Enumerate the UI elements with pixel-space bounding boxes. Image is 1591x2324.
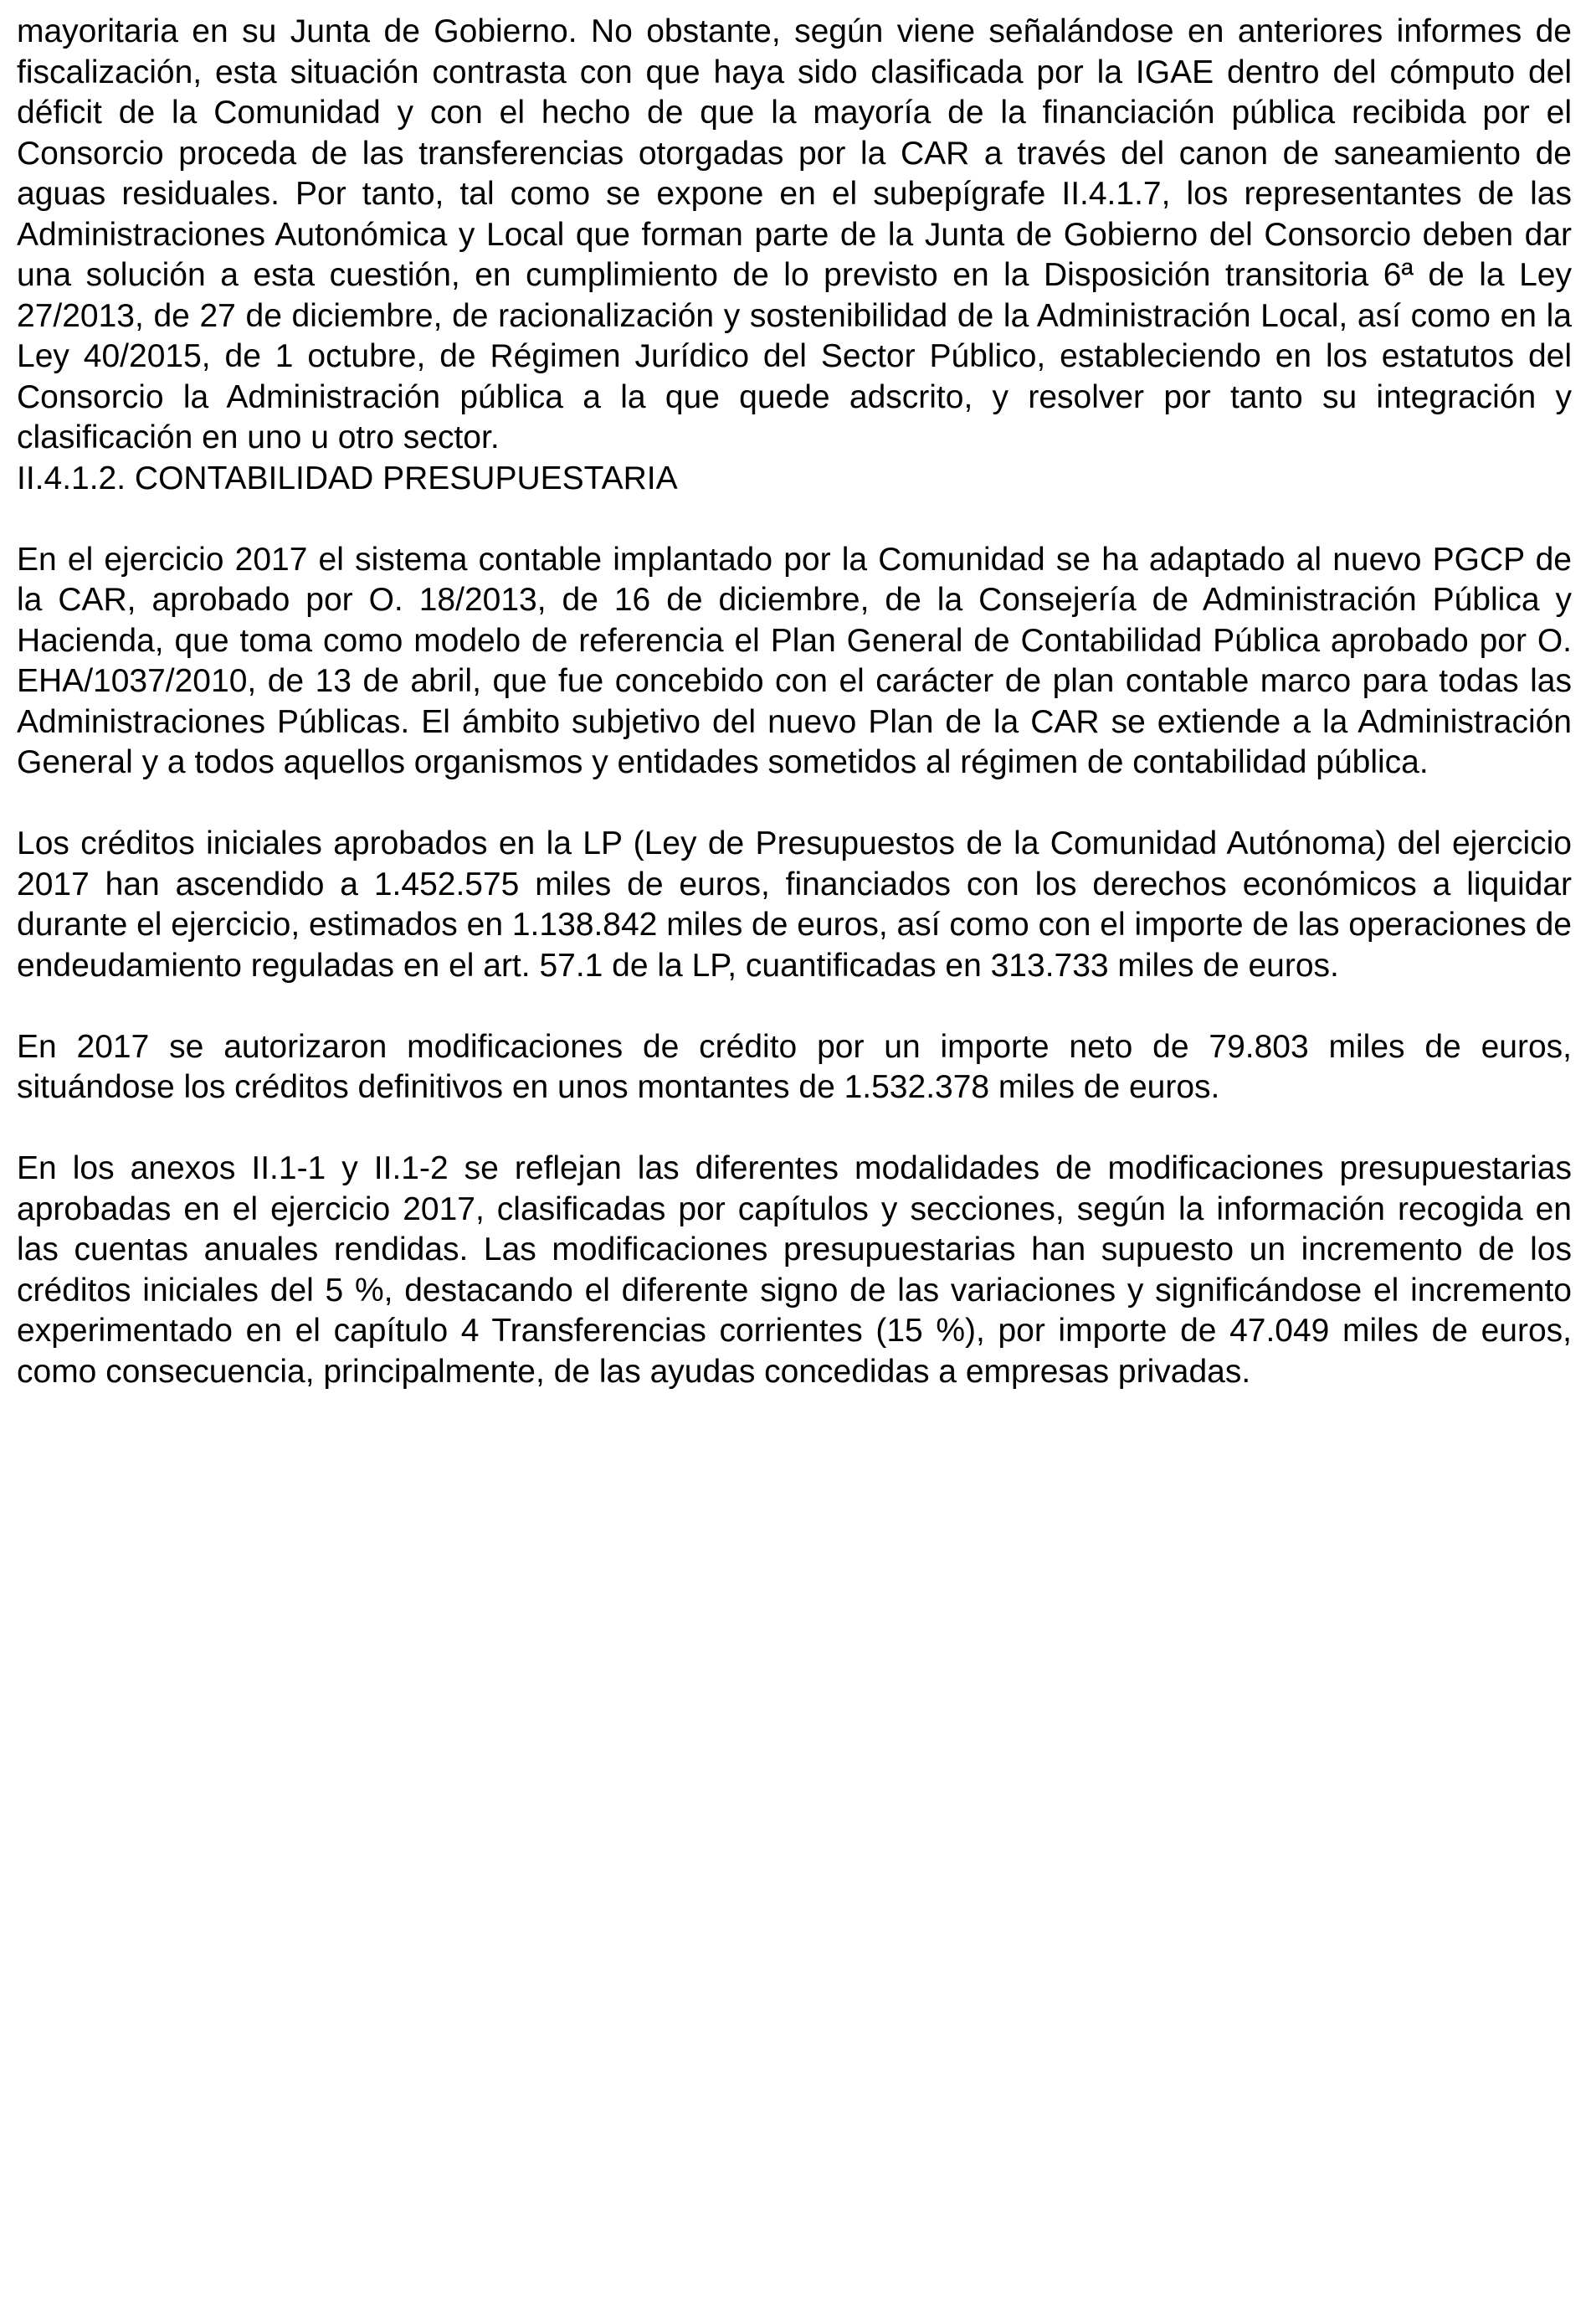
- paragraph-creditos-iniciales: Los créditos iniciales aprobados en la LP (Ley de Presupuestos de la Comunidad Autónoma) del ejercicio 2017 han ascendido a 1.452.575 miles de euros, financiados con los derechos económicos a liquidar durante el ejercicio, estimados en 1.138.842 miles de euros, así como con el importe de las operaciones de endeudamiento reguladas en el art. 57.1 de la LP, cuantificadas en 313.733 miles de euros.: [17, 825, 1572, 984]
- paragraph-consorcio: mayoritaria en su Junta de Gobierno. No obstante, según viene señalándose en anteriores informes de fiscalización, esta situación contrasta con que haya sido clasificada por la IGAE dentro del cómputo del déficit de la Comunidad y con el hecho de que la mayoría de la financiación pública recibida por el Consorcio proceda de las transferencias otorgadas por la CAR a través del canon de saneamiento de aguas residuales. Por tanto, tal como se expone en el subepígrafe II.4.1.7, los representantes de las Administraciones Autonómica y Local que forman parte de la Junta de Gobierno del Consorcio deben dar una solución a esta cuestión, en cumplimiento de lo previsto en la Disposición transitoria 6ª de la Ley 27/2013, de 27 de diciembre, de racionalización y sostenibilidad de la Administración Local, así como en la Ley 40/2015, de 1 octubre, de Régimen Jurídico del Sector Público, estableciendo en los estatutos del Consorcio la Administración pública a la que quede adscrito, y resolver por tanto su integración y clasificación en uno u otro sector.: [17, 13, 1572, 455]
- paragraph-modificaciones-credito: En 2017 se autorizaron modificaciones de crédito por un importe neto de 79.803 miles de euros, situándose los créditos definitivos en unos montantes de 1.532.378 miles de euros.: [17, 1028, 1572, 1105]
- document-page: [17, 12, 1572, 1392]
- paragraph-sistema-contable: En el ejercicio 2017 el sistema contable implantado por la Comunidad se ha adaptado al nuevo PGCP de la CAR, aprobado por O. 18/2013, de 16 de diciembre, de la Consejería de Administración Pública y Hacienda, que toma como modelo de referencia el Plan General de Contabilidad Pública aprobado por O. EHA/1037/2010, de 13 de abril, que fue concebido con el carácter de plan contable marco para todas las Administraciones Públicas. El ámbito subjetivo del nuevo Plan de la CAR se extiende a la Administración General y a todos aquellos organismos y entidades sometidos al régimen de contabilidad pública.: [17, 541, 1572, 780]
- section-heading: II.4.1.2. CONTABILIDAD PRESUPUESTARIA: [17, 460, 678, 496]
- paragraph-anexos: En los anexos II.1-1 y II.1-2 se reflejan las diferentes modalidades de modificaciones presupuestarias aprobadas en el ejercicio 2017, clasificadas por capítulos y secciones, según la información recogida en las cuentas anuales rendidas. Las modificaciones presupuestarias han supuesto un incremento de los créditos iniciales del 5 %, destacando el diferente signo de las variaciones y significándose el incremento experimentado en el capítulo 4 Transferencias corrientes (15 %), por importe de 47.049 miles de euros, como consecuencia, principalmente, de las ayudas concedidas a empresas privadas.: [17, 1150, 1572, 1390]
